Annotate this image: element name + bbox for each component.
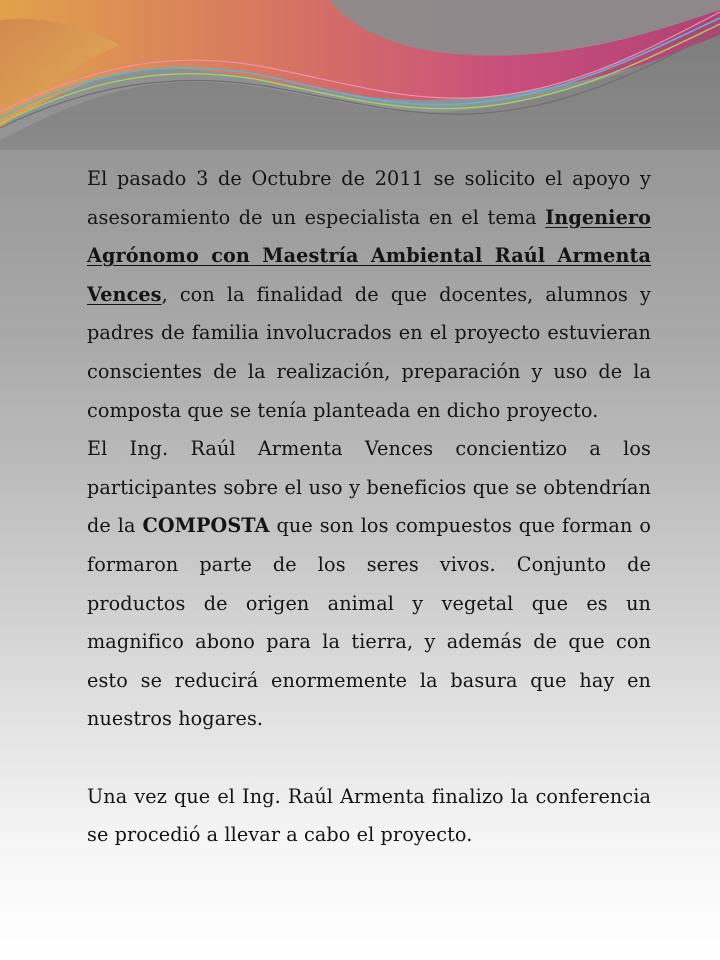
paragraph-1-intro: El pasado 3 de Octubre de 2011 se solicito el apoyo y asesoramiento de un especialista en el tema xyxy=(87,167,651,229)
paragraph-2-rest: que son los compuestos que forman o formaron parte de los seres vivos. Conjunto de productos de origen animal y vegetal que es un magnifico abono para la tierra, y además de que con esto se reducirá enormemente la basura que hay en nuestros hogares. xyxy=(87,514,652,731)
paragraph-2-intro: El Ing. Raúl Armenta Vences concientizo a los participantes sobre el uso y beneficios que se obtendrían de la xyxy=(87,437,651,538)
paragraph-3: Una vez que el Ing. Raúl Armenta finalizo la conferencia se procedió a llevar a cabo el proyecto. xyxy=(87,784,651,847)
decorative-header-waves xyxy=(0,0,720,150)
composta-term: COMPOSTA xyxy=(142,514,270,538)
document-text xyxy=(87,160,651,855)
paragraph-gap xyxy=(87,739,651,778)
paragraph-1-rest: , con la finalidad de que docentes, alumnos y padres de familia involucrados en el proyecto estuvieran conscientes de la realización, preparación y uso de la composta que se tenía planteada en dicho proyecto. xyxy=(87,282,651,422)
paragraph-1 xyxy=(87,160,651,430)
specialist-name: Ingeniero Agrónomo con Maestría Ambiental Raúl Armenta Vences xyxy=(87,205,651,306)
paragraph-2 xyxy=(87,430,651,739)
